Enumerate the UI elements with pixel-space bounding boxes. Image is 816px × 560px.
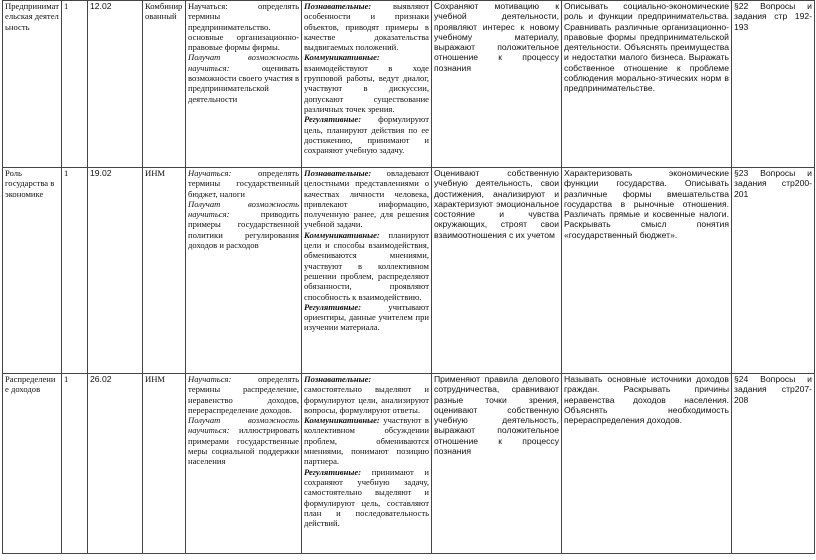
lesson-type-cell: ИНМ	[143, 374, 186, 554]
opportunity-label: Получат возможность научиться:	[188, 52, 299, 73]
regulative-text: принимают и сохраняют учебную задачу, самостоятельно выделяют и формулируют цель, составляют план и последовательность действий.	[304, 466, 429, 529]
table-row	[3, 374, 815, 554]
regulative-text: учитывают ориентиры, данные учителем при изучении материала.	[304, 301, 429, 333]
regulative-label: Регулятивные:	[304, 301, 362, 312]
regulative-label: Регулятивные:	[304, 114, 362, 125]
communicative-text: планируют цели и способы взаимодействия, обмениваются мнениями, участвуют в коллективном решении проблем, распределяют обязанности, проявляют способность к взаимодействию.	[304, 229, 429, 302]
subject-results-cell	[186, 1, 302, 168]
cognitive-text: самостоятельно выделяют и формулируют цели, анализируют вопросы, формулируют ответы.	[304, 384, 429, 415]
cognitive-label: Познавательные:	[304, 168, 372, 178]
opportunity-text: приводить примеры государственной политики регулирования доходов и расходов	[188, 209, 299, 251]
learn-text: определять термины предпринимательство. основные организационно-правовые формы фирмы.	[188, 1, 299, 53]
homework-cell: §24 Вопросы и задания стр207-208	[732, 374, 815, 554]
personal-results-cell: Применяют правила делового сотрудничества, сравнивают разные точки зрения, оценивают собственную учебную деятельность, выражают положительное отношение к процессу познания	[432, 374, 562, 554]
hours-cell: 1	[62, 1, 88, 168]
regulative-label: Регулятивные:	[304, 466, 362, 477]
lesson-type-cell: ИНМ	[143, 168, 186, 374]
table-row	[3, 1, 815, 168]
topic-cell: Распределение доходов	[3, 374, 62, 554]
date-cell: 12.02	[88, 1, 143, 168]
cognitive-label: Познавательные:	[304, 374, 372, 384]
opportunity-label: Получат возможность научиться:	[188, 198, 299, 220]
learn-text: определять термины государственный бюджет, налоги	[188, 168, 299, 199]
learn-label: Научаться:	[188, 374, 232, 384]
communicative-text: взаимодействуют в ходе групповой работы, ведут диалог, участвуют в дискуссии, допускают существование различных точек зрения.	[304, 62, 429, 114]
cognitive-text: выявляют особенности и признаки объектов, приводят примеры в качестве доказательства выдвигаемых положений.	[304, 1, 429, 53]
homework-cell: §22 Вопросы и задания стр 192-193	[732, 1, 815, 168]
homework-cell: §23 Вопросы и задания стр200-201	[732, 168, 815, 374]
cognitive-label: Познавательные:	[304, 1, 372, 11]
personal-results-cell: Сохраняют мотивацию к учебной деятельности, проявляют интерес к новому учебному материалу, выражают положительное отношение к процессу познания	[432, 1, 562, 168]
activities-cell: Описывать социально-экономические роль и функции предпринимательства. Сравнивать различные организационно-правовые формы предпринимательской деятельности. Объяснять преимущества и недостатки малого бизнеса. Выражать собственное отношение к проблеме соблюдения морально-этических норм в предпринимательстве.	[562, 1, 732, 168]
hours-cell: 1	[62, 168, 88, 374]
topic-cell: Роль государства в экономике	[3, 168, 62, 374]
lesson-plan-table	[2, 0, 815, 554]
opportunity-text: иллюстрировать примерами государственные меры социальной поддержки населения	[188, 425, 299, 467]
metasubject-results-cell	[302, 374, 432, 554]
learn-label: Научаться:	[188, 168, 232, 178]
opportunity-label: Получат возможность научиться:	[188, 415, 299, 436]
date-cell: 26.02	[88, 374, 143, 554]
opportunity-text: оценивать возможности своего участия в предпринимательской деятельности	[188, 62, 300, 104]
subject-results-cell	[186, 374, 302, 554]
communicative-label: Коммуникативные:	[304, 229, 380, 240]
metasubject-results-cell	[302, 168, 432, 374]
regulative-text: формулируют цель, планируют действия по ее достижению, принимают и сохраняют учебную задачу.	[304, 114, 429, 156]
subject-results-cell	[186, 168, 302, 374]
learn-label: Научаться:	[188, 1, 228, 11]
personal-results-cell: Оценивают собственную учебную деятельность, свои достижения, анализируют и характеризуют эмоциональное состояние и чувства окружающих, строят свои взаимоотношения с их учетом	[432, 168, 562, 374]
date-cell: 19.02	[88, 168, 143, 374]
metasubject-results-cell	[302, 1, 432, 168]
table-row	[3, 168, 815, 374]
communicative-label: Коммуникативные:	[304, 52, 380, 63]
communicative-text: участвуют в коллективном обсуждении проблем, обмениваются мнениями, понимают позицию партнера.	[304, 415, 429, 467]
topic-cell: Предпринимательская деятельность	[3, 1, 62, 168]
cognitive-text: овладевают целостными представлениями о качествах личности человека, привлекают информацию, полученную ранее, для решения учебной задачи.	[304, 168, 429, 230]
learn-text: определять термины распределение, неравенство доходов, перераспределение доходов.	[188, 374, 299, 415]
activities-cell: Называть основные источники доходов граждан. Раскрывать причины неравенства доходов населения. Объяснять необходимость перераспределения доходов.	[562, 374, 732, 554]
activities-cell: Характеризовать экономические функции государства. Описывать различные формы вмешательства государства в рыночные отношения. Различать прямые и косвенные налоги. Раскрывать смысл понятия «государственный бюджет».	[562, 168, 732, 374]
lesson-type-cell: Комбинированный	[143, 1, 186, 168]
hours-cell: 1	[62, 374, 88, 554]
communicative-label: Коммуникативные:	[304, 415, 380, 426]
